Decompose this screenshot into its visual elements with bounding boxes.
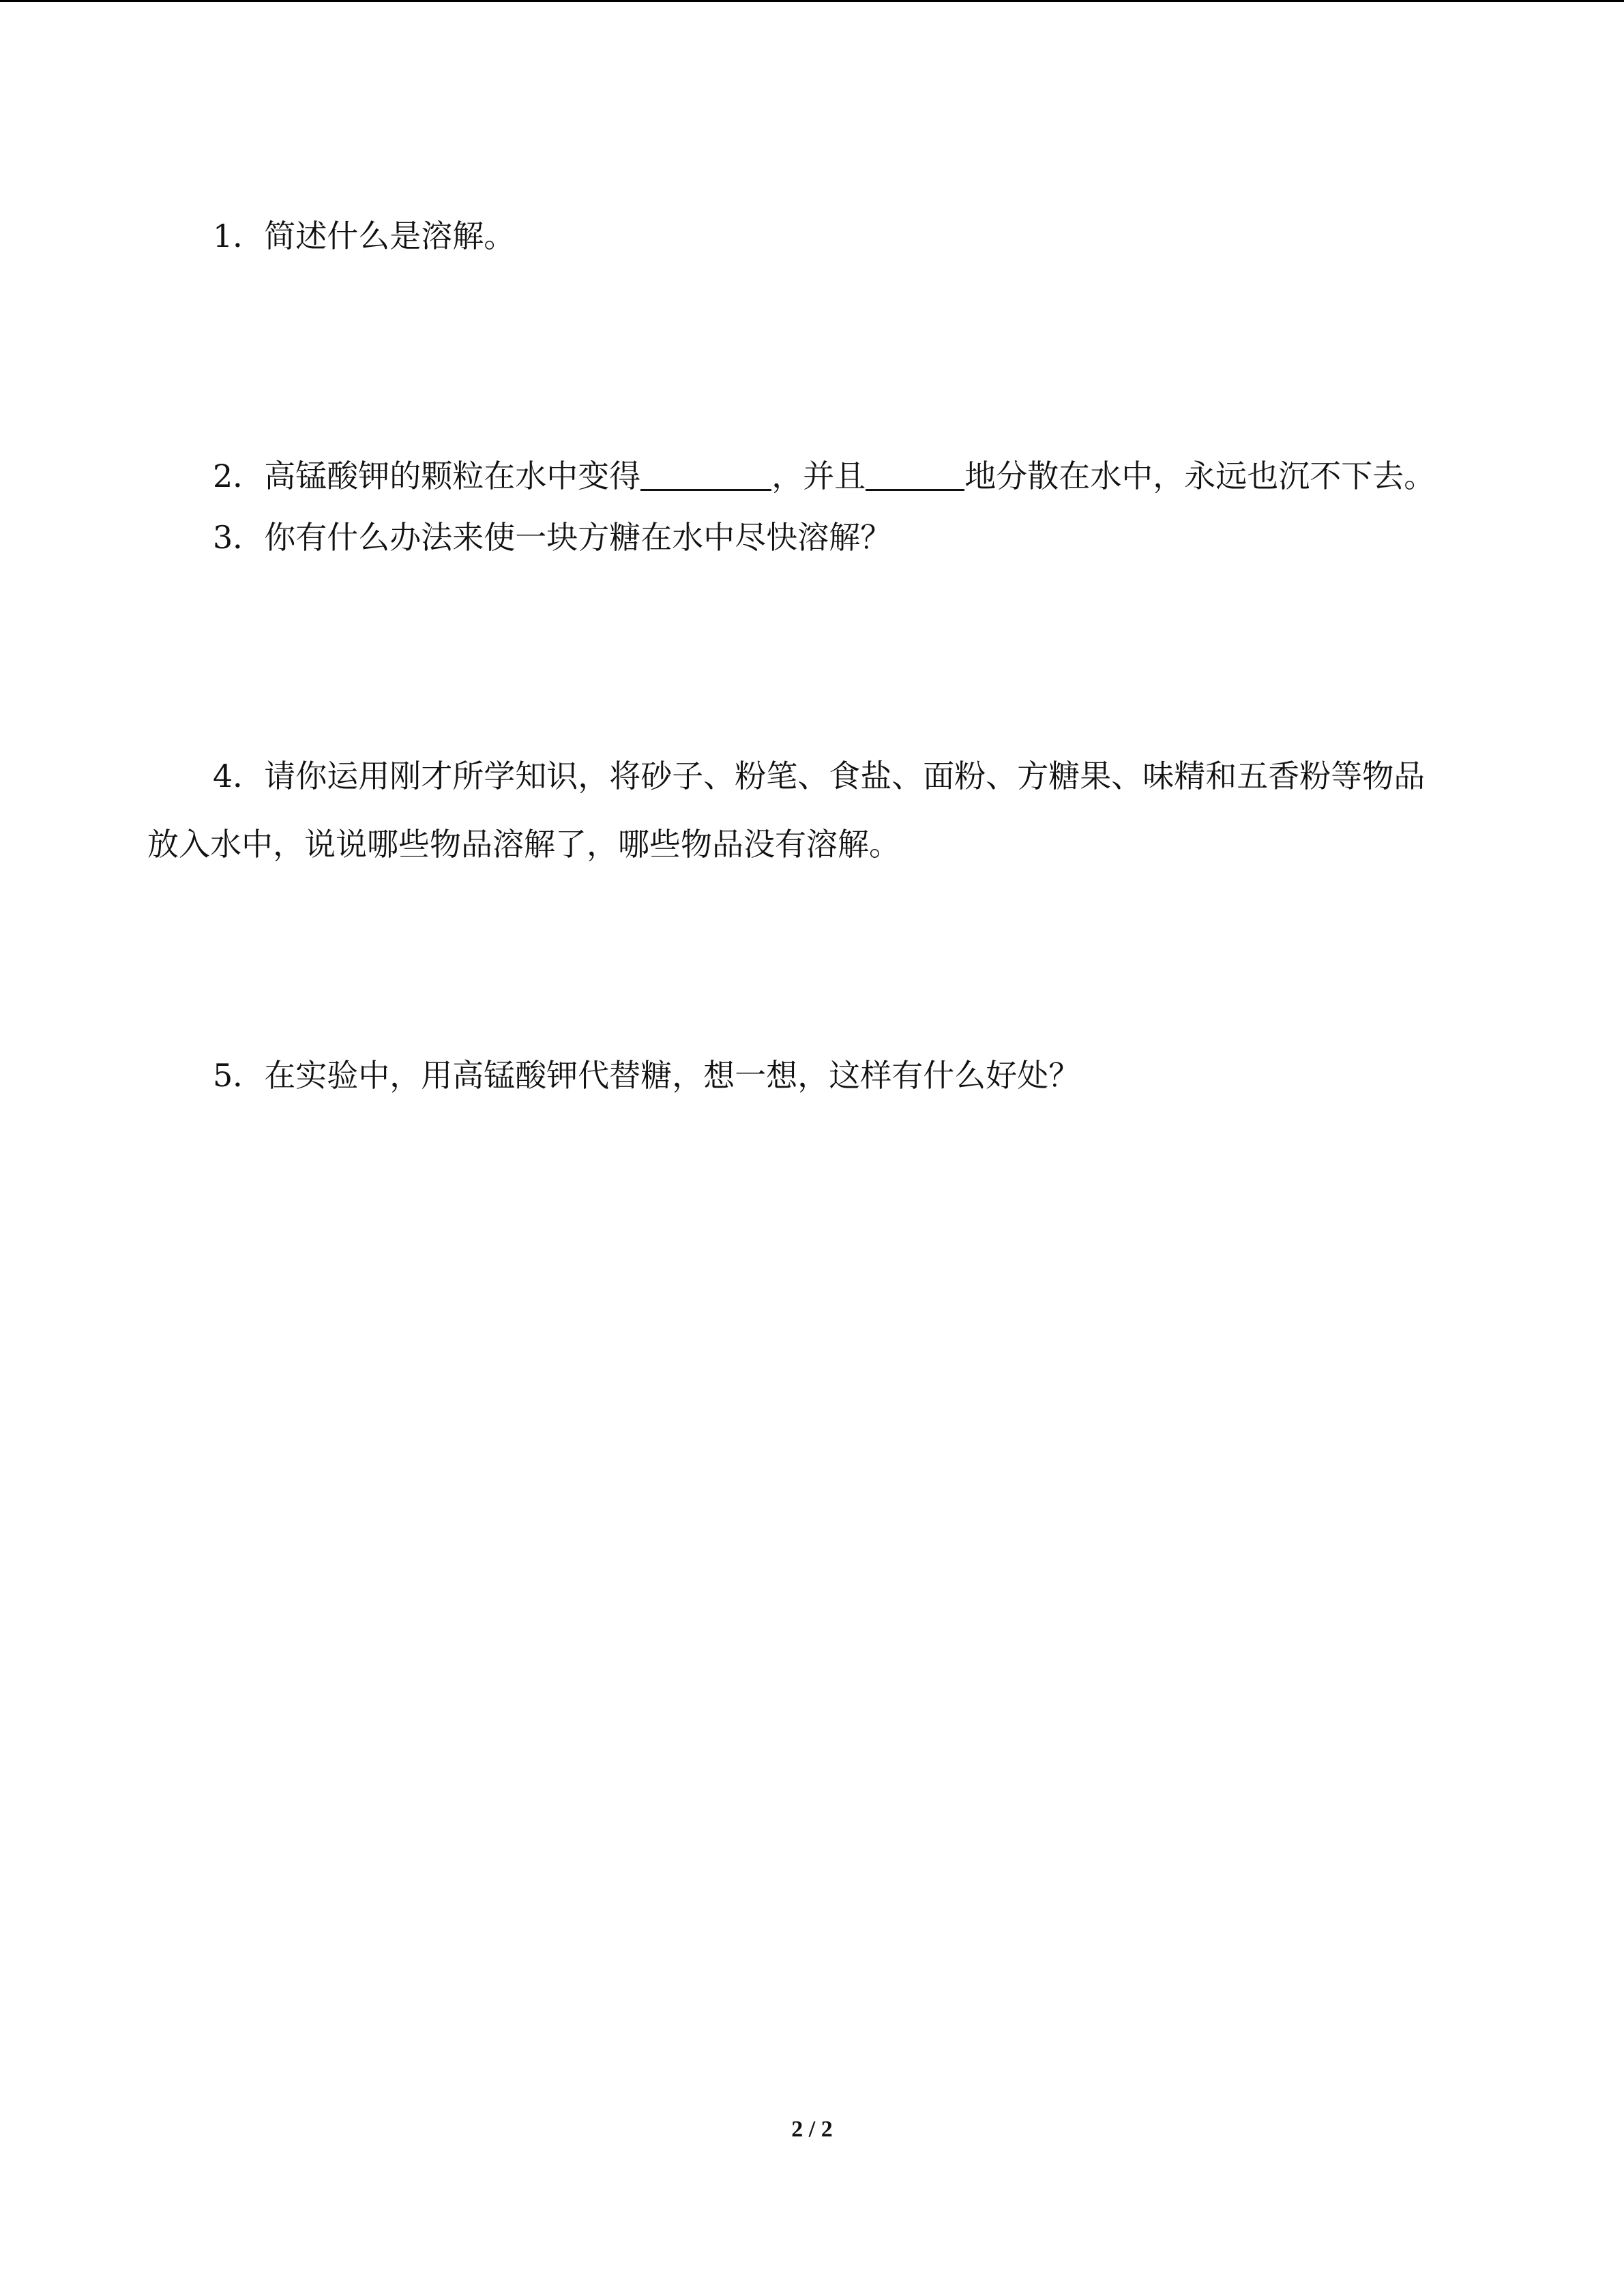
answer-blank-2[interactable] <box>866 451 964 491</box>
question-5-line <box>213 1041 1080 1109</box>
question-2-text-part2: ，并且 <box>771 458 866 494</box>
question-5-text: 在实验中，用高锰酸钾代替糖，想一想，这样有什么好处？ <box>264 1057 1080 1094</box>
question-4-line-2 <box>147 810 900 878</box>
question-5-number: 5． <box>213 1057 265 1094</box>
question-4-text-line-2: 放入水中，说说哪些物品溶解了，哪些物品没有溶解。 <box>147 826 900 863</box>
question-2-line <box>213 442 1435 510</box>
top-border-line <box>0 0 1624 2</box>
question-1-text: 简述什么是溶解。 <box>264 218 516 254</box>
question-1-line <box>213 202 515 270</box>
question-4-text-line-1: 请你运用刚才所学知识，将砂子、粉笔、食盐、面粉、方糖果、味精和五香粉等物品 <box>264 758 1426 794</box>
question-2-number: 2． <box>213 458 265 494</box>
question-1-number: 1． <box>213 218 265 254</box>
page-number: 2 / 2 <box>791 2117 833 2142</box>
question-3-line <box>213 503 891 571</box>
answer-blank-1[interactable] <box>640 451 771 491</box>
question-4-number: 4． <box>213 758 265 794</box>
question-2-text-part3: 地分散在水中，永远也沉不下去。 <box>964 458 1436 494</box>
question-3-number: 3． <box>213 519 265 556</box>
question-4-line-1 <box>213 742 1425 810</box>
question-3-text: 你有什么办法来使一块方糖在水中尽快溶解？ <box>264 519 892 556</box>
question-2-text-part1: 高锰酸钾的颗粒在水中变得 <box>264 458 641 494</box>
